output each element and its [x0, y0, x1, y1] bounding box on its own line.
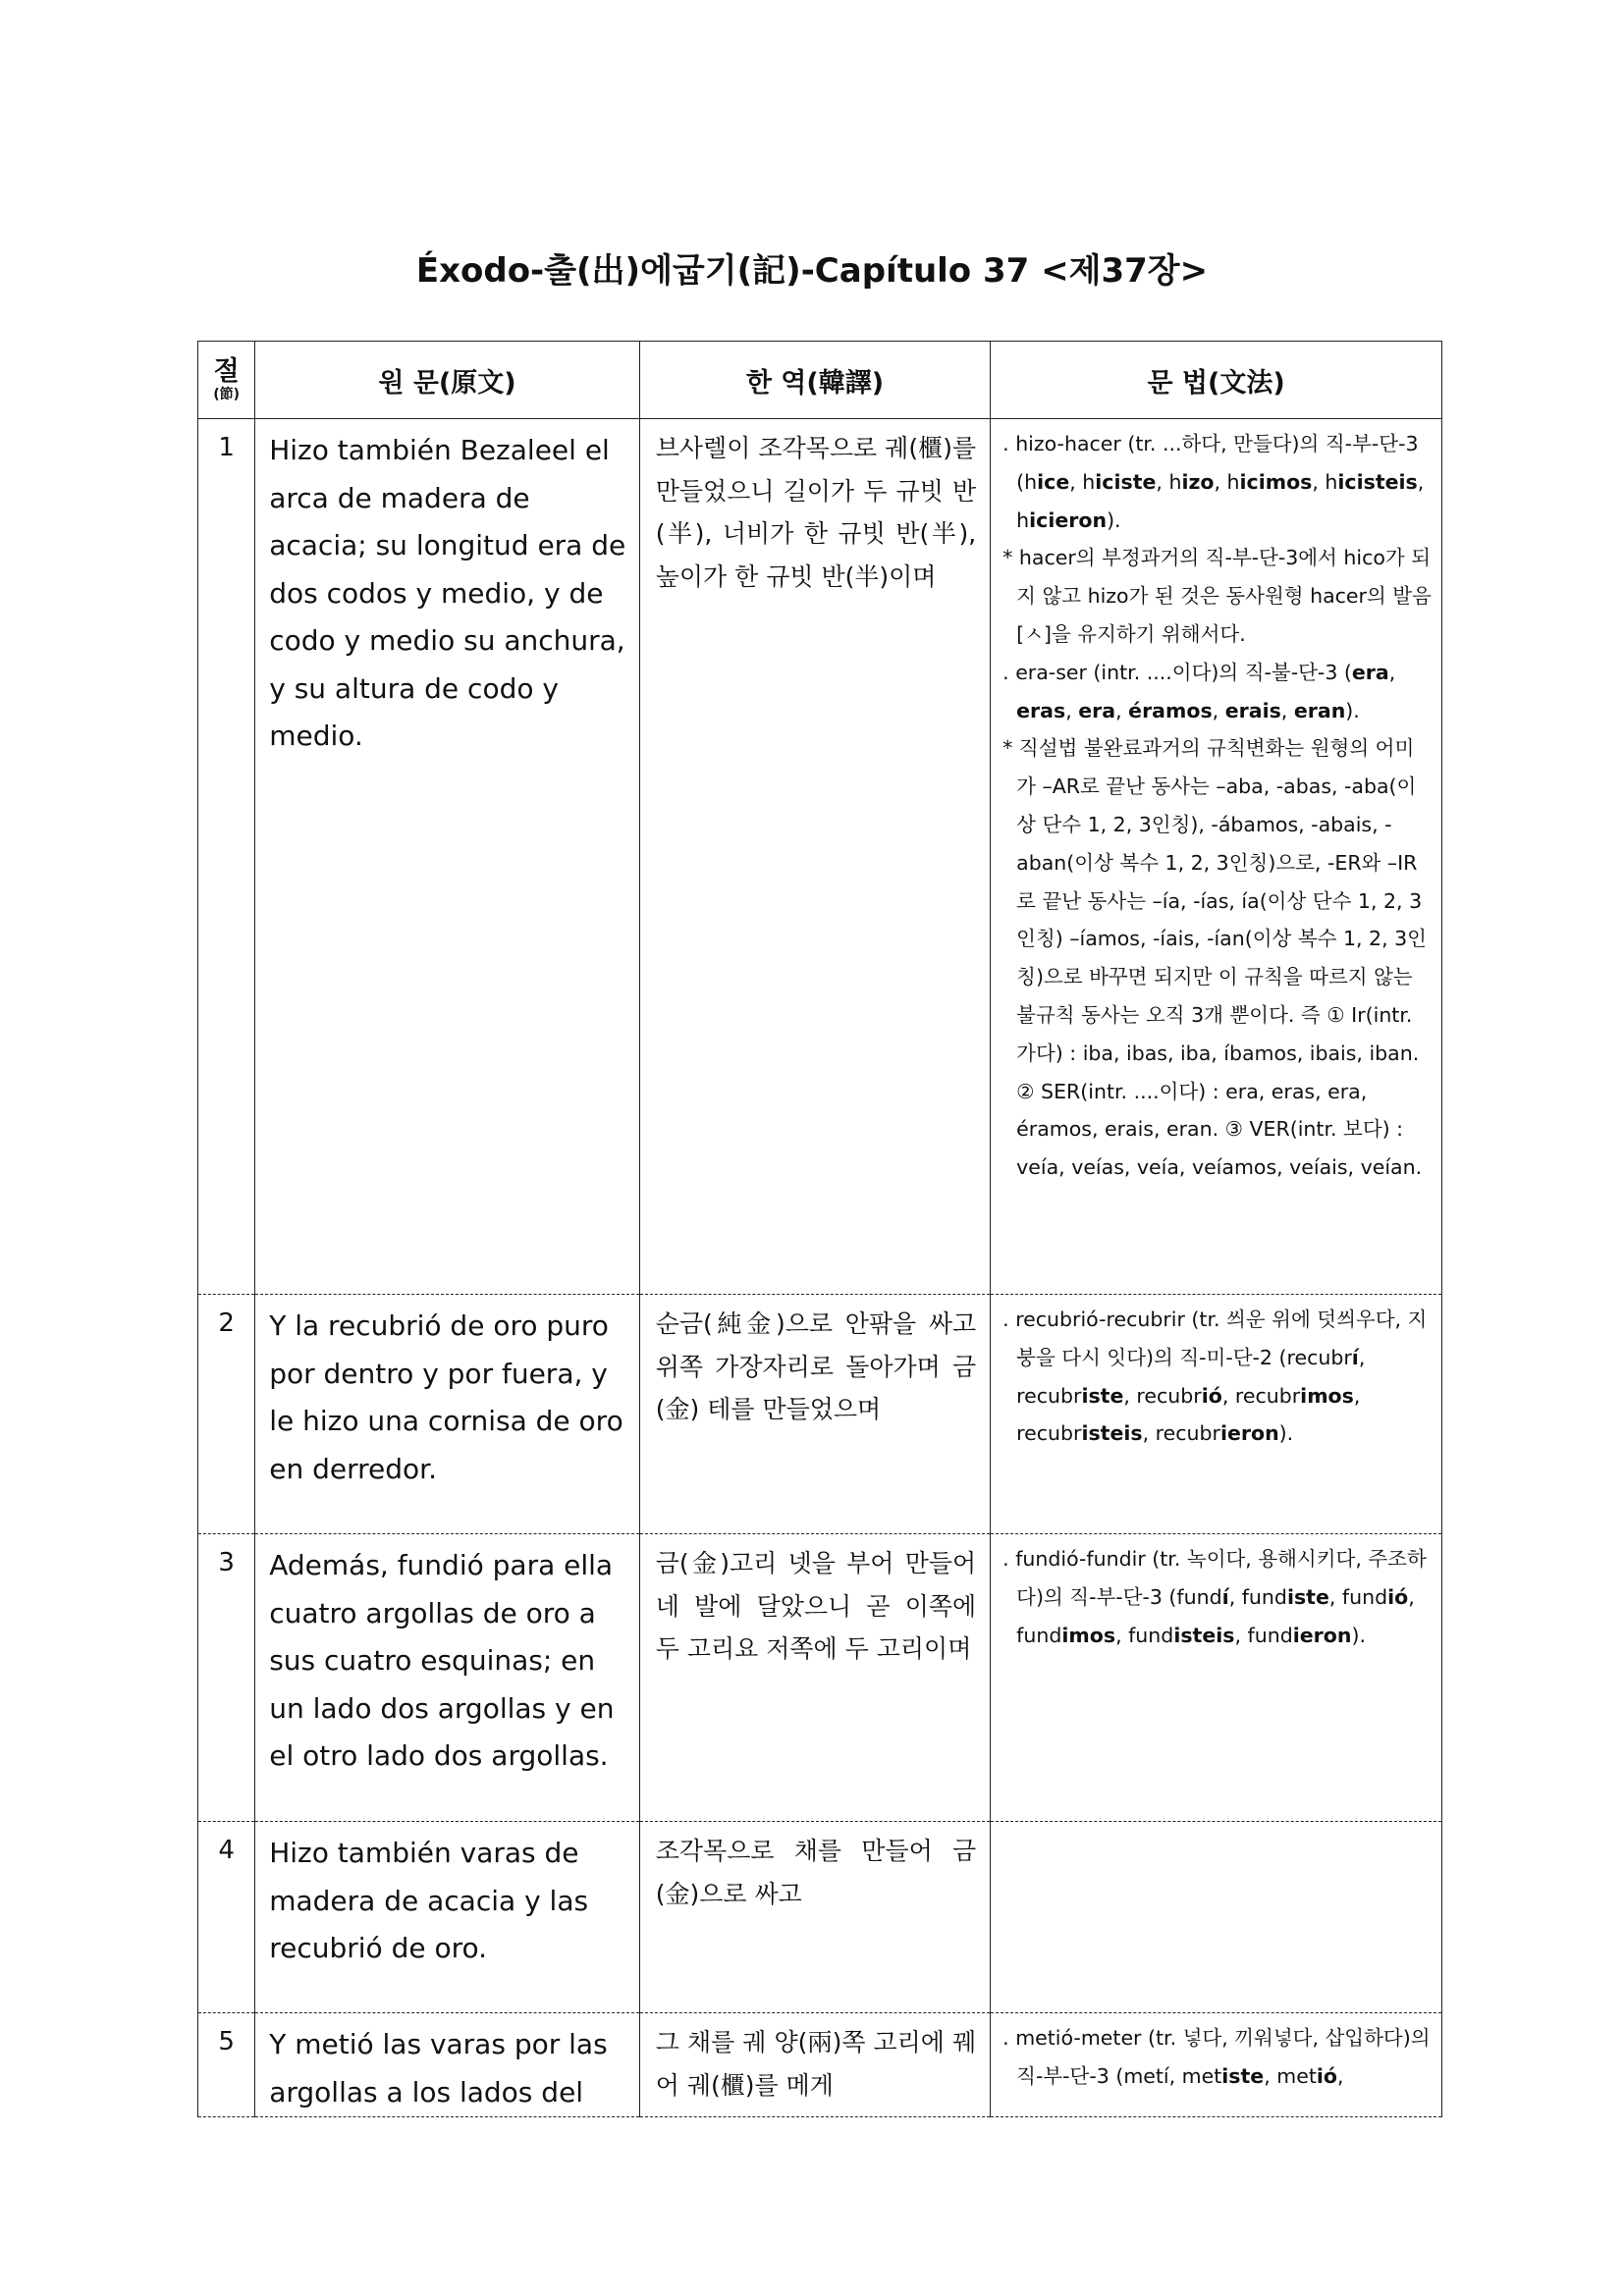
- grammar-note: . fundió-fundir (tr. 녹이다, 용해시키다, 주조하다)의 직-부-단-3 (fundí, fundiste, fundió, fundimos, fundisteis, fundieron).: [1002, 1547, 1427, 1647]
- page-title: Éxodo-출(出)에굽기(記)-Capítulo 37 <제37장>: [415, 251, 1209, 291]
- verse-number: 2: [198, 1295, 255, 1534]
- verse-number: 3: [198, 1534, 255, 1822]
- grammar-note: . era-ser (intr. ....이다)의 직-불-단-3 (era, eras, era, éramos, erais, eran).: [1002, 660, 1396, 722]
- verse-number: 1: [198, 419, 255, 1295]
- korean-translation: 그 채를 궤 양(兩)쪽 고리에 꿰어 궤(櫃)를 메게: [639, 2013, 990, 2117]
- original-text: Hizo también varas de madera de acacia y las recubrió de oro.: [255, 1822, 640, 2013]
- korean-translation: 브사렐이 조각목으로 궤(櫃)를 만들었으니 길이가 두 규빗 반(半), 너비가 한 규빗 반(半), 높이가 한 규빗 반(半)이며: [639, 419, 990, 1295]
- table-row: [198, 1822, 1442, 2013]
- grammar-note: . recubrió-recubrir (tr. 씌운 위에 덧씌우다, 지붕을 다시 잇다)의 직-미-단-2 (recubrí, recubriste, recubrió, recubrimos, recubristeis, recubrieron).: [1002, 1308, 1428, 1446]
- grammar-notes: [991, 419, 1442, 1295]
- grammar-notes: [991, 1822, 1442, 2013]
- table-row: [198, 1534, 1442, 1822]
- grammar-note: * 직설법 불완료과거의 규칙변화는 원형의 어미가 –AR로 끝난 동사는 –aba, -abas, -aba(이상 단수 1, 2, 3인칭), -ábamos, -abais, -aban(이상 복수 1, 2, 3인칭)으로, -ER와 –IR로 끝난 동사는 –ía, -ías, ía(이상 단수 1, 2, 3인칭) –íamos, -íais, -ían(이상 복수 1, 2, 3인칭)으로 바꾸면 되지만 이 규칙을 따르지 않는 불규칙 동사는 오직 3개 뿐이다. 즉 ① Ir(intr. 가다) : iba, ibas, iba, íbamos, ibais, iban. ② SER(intr. ....이다) : era, eras, era, éramos, erais, eran. ③ VER(intr. 보다) : veía, veías, veía, veíamos, veíais, veían.: [1002, 736, 1427, 1180]
- grammar-note: . metió-meter (tr. 넣다, 끼워넣다, 삽입하다)의 직-부-단-3 (metí, metiste, metió,: [1002, 2026, 1431, 2088]
- verse-number: 4: [198, 1822, 255, 2013]
- header-original: 원 문(原文): [255, 342, 640, 419]
- korean-translation: 금(金)고리 넷을 부어 만들어 네 발에 달았으니 곧 이쪽에 두 고리요 저쪽에 두 고리이며: [639, 1534, 990, 1822]
- grammar-note: * hacer의 부정과거의 직-부-단-3에서 hico가 되지 않고 hizo가 된 것은 동사원형 hacer의 발음 [ㅅ]을 유지하기 위해서다.: [1002, 546, 1432, 646]
- grammar-notes: [991, 2013, 1442, 2117]
- table-row: [198, 419, 1442, 1295]
- original-text: Hizo también Bezaleel el arca de madera de acacia; su longitud era de dos codos y medio, y de codo y medio su anchura, y su altura de codo y medio.: [255, 419, 640, 1295]
- original-text: Y metió las varas por las argollas a los lados del: [255, 2013, 640, 2117]
- grammar-notes: [991, 1295, 1442, 1534]
- original-text: Y la recubrió de oro puro por dentro y por fuera, y le hizo una cornisa de oro en derredor.: [255, 1295, 640, 1534]
- korean-translation: 조각목으로 채를 만들어 금(金)으로 싸고: [639, 1822, 990, 2013]
- header-verse: 절 (節): [198, 342, 255, 419]
- header-translation: 한 역(韓譯): [639, 342, 990, 419]
- header-grammar: 문 법(文法): [991, 342, 1442, 419]
- grammar-note: . hizo-hacer (tr. ...하다, 만들다)의 직-부-단-3 (hice, hiciste, hizo, hicimos, hicisteis, hicieron).: [1002, 432, 1425, 532]
- grammar-notes: [991, 1534, 1442, 1822]
- original-text: Además, fundió para ella cuatro argollas de oro a sus cuatro esquinas; en un lado dos argollas y en el otro lado dos argollas.: [255, 1534, 640, 1822]
- korean-translation: 순금(純金)으로 안팎을 싸고 위쪽 가장자리로 돌아가며 금(金) 테를 만들었으며: [639, 1295, 990, 1534]
- table-row: [198, 1295, 1442, 1534]
- grammar-table: [197, 341, 1442, 2117]
- table-row: [198, 2013, 1442, 2117]
- verse-number: 5: [198, 2013, 255, 2117]
- table-header-row: [198, 342, 1442, 419]
